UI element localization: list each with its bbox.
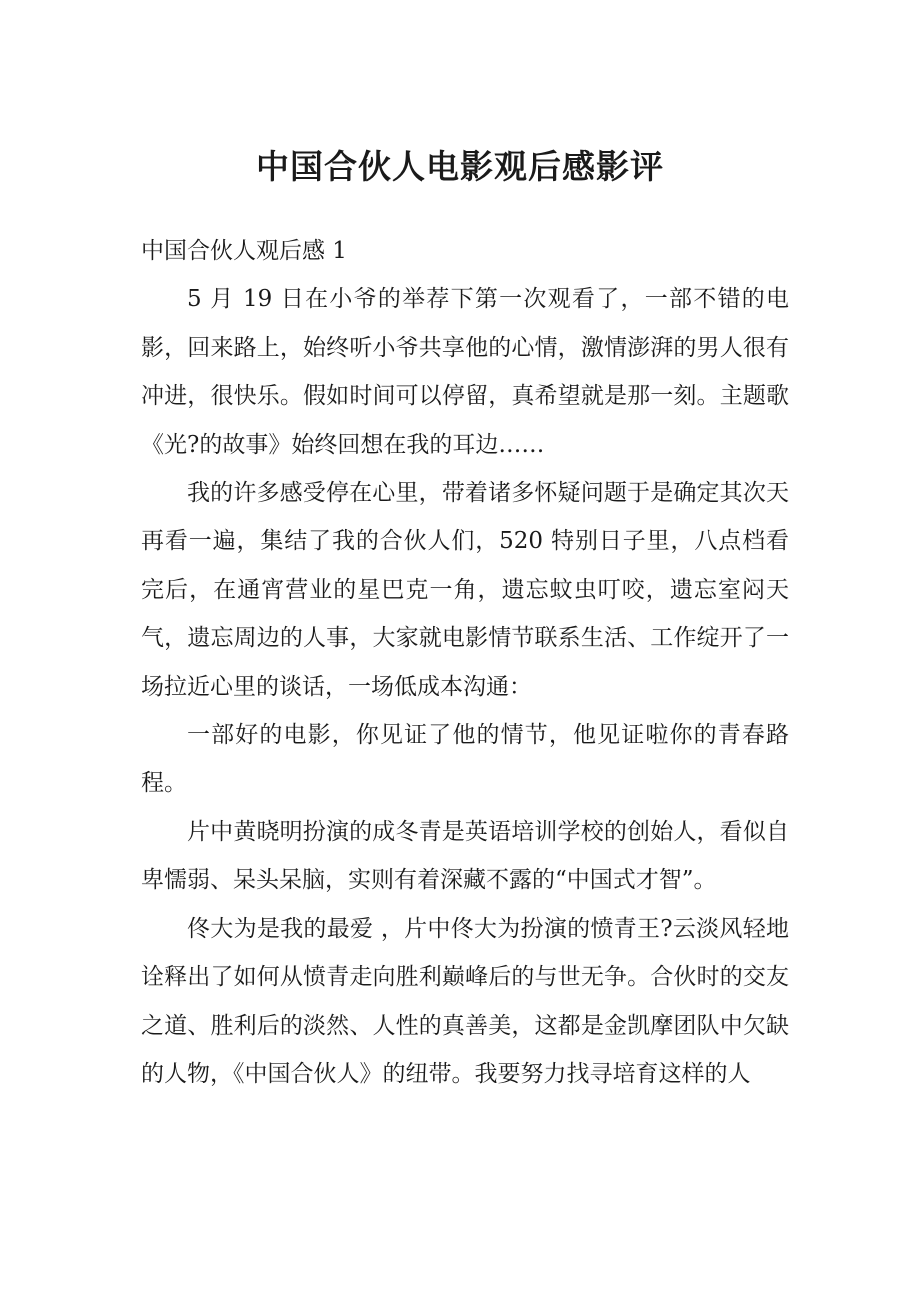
document-body (141, 227, 789, 1098)
paragraph-3: 一部好的电影，你见证了他的情节，他见证啦你的青春路程。 (141, 722, 789, 797)
paragraph-4: 片中黄晓明扮演的成冬青是英语培训学校的创始人，看似自卑懦弱、呆头呆脑，实则有着深藏不露的“中国式才智”。 (141, 818, 789, 894)
section-heading: 中国合伙人观后感 1 (141, 238, 347, 264)
document-title: 中国合伙人电影观后感影评 (256, 147, 664, 186)
paragraph-1: 5 月 19 日在小爷的举荐下第一次观看了，一部不错的电影，回来路上，始终听小爷共享他的心情，激情澎湃的男人很有冲进，很快乐。假如时间可以停留，真希望就是那一刻。主题歌《光?的故事》始终回想在我的耳边…… (141, 286, 789, 458)
paragraph-2: 我的许多感受停在心里，带着诸多怀疑问题于是确定其次天再看一遍，集结了我的合伙人们，520 特别日子里，八点档看完后，在通宵营业的星巴克一角，遗忘蚊虫叮咬，遗忘室闷天气，遗忘周边的人事，大家就电影情节联系生活、工作绽开了一场拉近心里的谈话，一场低成本沟通： (141, 480, 789, 700)
paragraph-5: 佟大为是我的最爱 ，片中佟大为扮演的愤青王?云淡风轻地诠释出了如何从愤青走向胜利巅峰后的与世无争。合伙时的交友之道、胜利后的淡然、人性的真善美，这都是金凯摩团队中欠缺的人物，《中国合伙人》的纽带。我要努力找寻培育这样的人 (141, 915, 789, 1087)
